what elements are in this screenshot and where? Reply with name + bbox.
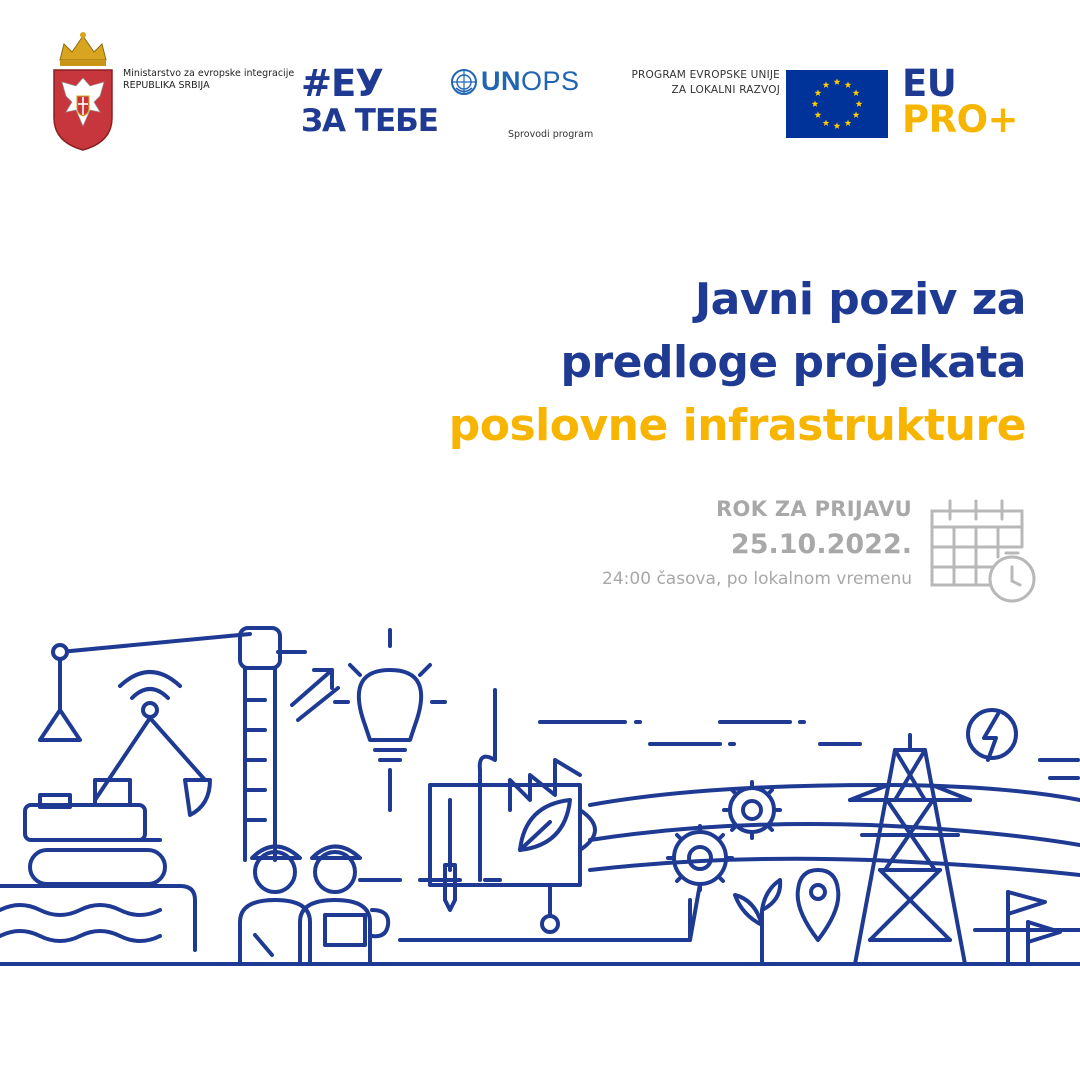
- unops-rest: OPS: [521, 66, 580, 96]
- country-name: REPUBLIKA SRBIJA: [123, 80, 210, 91]
- workers: [240, 847, 388, 965]
- gear-icon-2: [668, 826, 732, 890]
- eu-flag: [786, 70, 888, 138]
- wave-1: [0, 905, 160, 915]
- eu-pro-line-2: PRO+: [902, 98, 1019, 141]
- eu-pro-line-1: EU: [902, 62, 957, 105]
- program-line-1: PROGRAM EVROPSKE UNIJE: [631, 69, 780, 81]
- eu-pro-logo: [902, 62, 1019, 141]
- title-line-2: predloge projekata: [560, 337, 1026, 388]
- implementer-caption: Sprovodi program: [508, 129, 594, 140]
- title-line-3: poslovne infrastrukture: [448, 400, 1026, 451]
- plant-icon: [735, 880, 780, 964]
- deadline-date: 25.10.2022.: [730, 529, 912, 560]
- unops-logo: [450, 66, 580, 97]
- growth-arrows: [292, 670, 338, 720]
- campaign-line-2: ЗА ТЕБЕ: [301, 103, 438, 139]
- un-emblem-icon: [450, 68, 478, 96]
- campaign-line-1: #ЕУ: [301, 62, 383, 105]
- deadline-block: [602, 495, 912, 591]
- lightbulb-icon: [335, 630, 445, 810]
- lightning-icon: [968, 710, 1016, 760]
- water-line: [0, 886, 195, 950]
- power-tower: [850, 735, 970, 964]
- ministry-name: Ministarstvo za evropske integracije: [123, 68, 295, 79]
- excavator: [25, 672, 210, 884]
- location-pin-icon: [798, 870, 839, 940]
- deadline-label: ROK ZA PRIJAVU: [716, 497, 912, 521]
- page-title: [449, 268, 1026, 457]
- program-line-2: ZA LOKALNI RAZVOJ: [671, 84, 780, 96]
- deadline-time: 24:00 časova, po lokalnom vremenu: [602, 569, 912, 589]
- campaign-logo: [301, 62, 438, 140]
- wave-2: [0, 931, 160, 941]
- calendar-clock-icon: [926, 495, 1038, 607]
- unops-bold: UN: [481, 66, 521, 96]
- factory-icon: [430, 690, 595, 932]
- title-line-1: Javni poziv za: [694, 274, 1026, 325]
- program-caption: [600, 68, 780, 98]
- infrastructure-illustration: [0, 610, 1080, 990]
- unops-wordmark: [481, 66, 580, 97]
- serbian-coat-of-arms: [50, 30, 116, 152]
- ministry-caption: [123, 68, 294, 92]
